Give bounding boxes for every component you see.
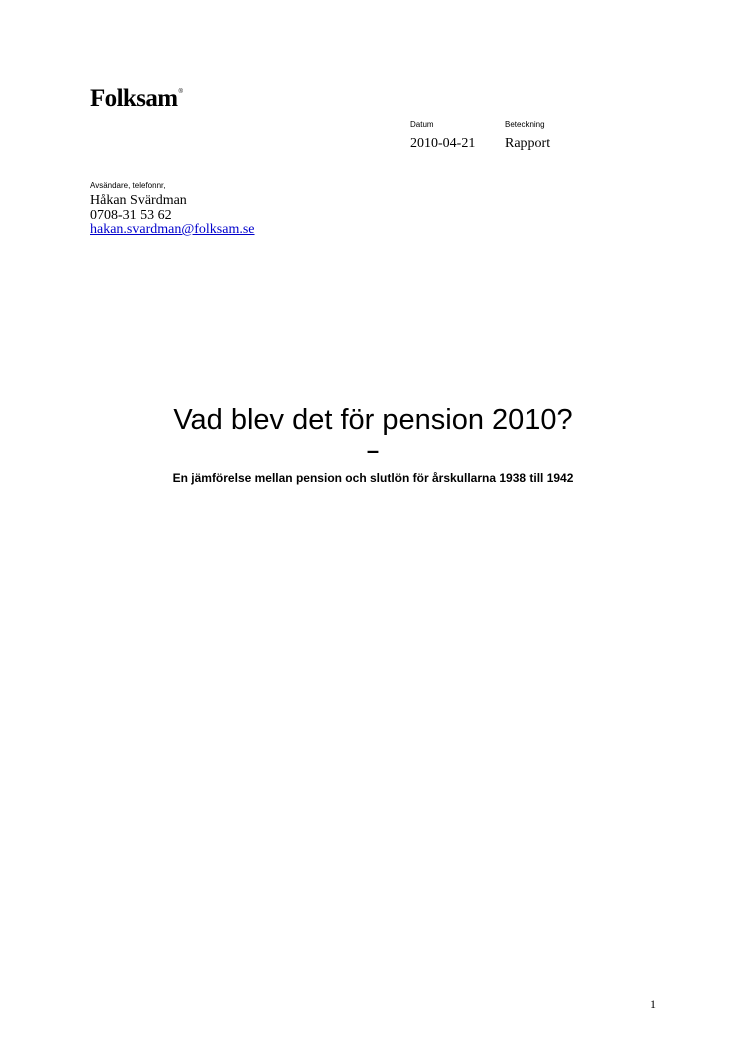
registered-mark: ® <box>178 89 183 95</box>
folksam-logo <box>90 86 181 111</box>
sender-label: Avsändare, telefonnr, <box>90 181 166 190</box>
document-title: Vad blev det för pension 2010? <box>173 404 573 436</box>
logo-text: Folksam <box>90 85 178 112</box>
page-number: 1 <box>650 997 656 1011</box>
datum-value: 2010-04-21 <box>410 136 476 151</box>
sender-phone: 0708-31 53 62 <box>90 207 172 223</box>
document-subtitle: En jämförelse mellan pension och slutlön för årskullarna 1938 till 1942 <box>172 471 574 485</box>
title-separator: – <box>366 438 380 463</box>
sender-email-link[interactable]: hakan.svardman@folksam.se <box>90 222 255 237</box>
sender-name: Håkan Svärdman <box>90 193 187 208</box>
sender-block <box>90 194 255 238</box>
datum-label: Datum <box>410 120 434 129</box>
beteckning-value: Rapport <box>505 136 551 151</box>
beteckning-label: Beteckning <box>505 120 545 129</box>
